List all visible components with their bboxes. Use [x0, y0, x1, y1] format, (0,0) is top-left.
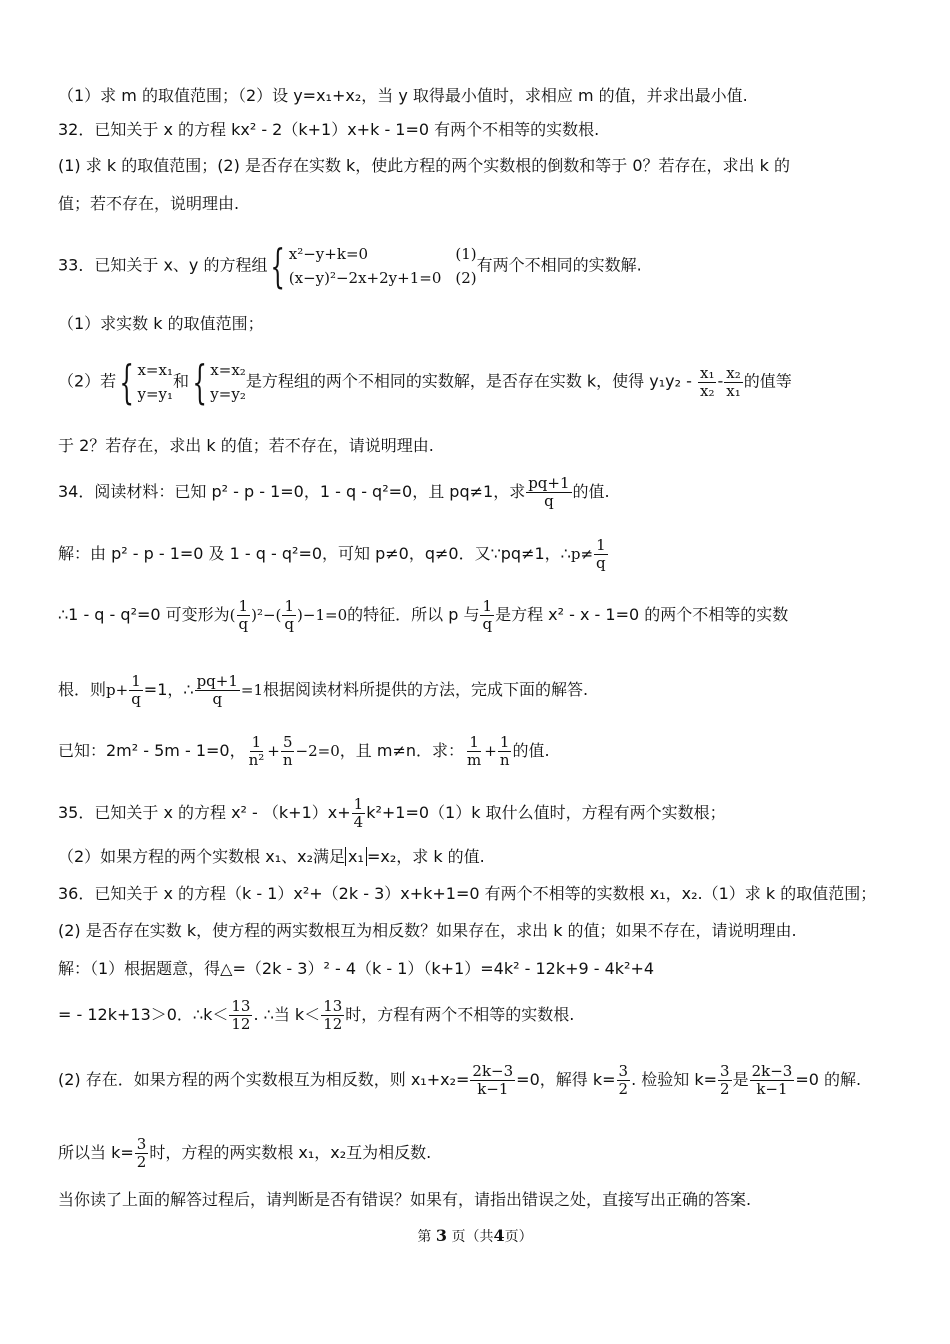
q34-solution-3: 根．则p+ $\frac{1}{q}$ =1，∴ $\frac{pq+1}{q}$ =1根据阅读材料所提供的方法，完成下面的解答. [58, 672, 589, 708]
q36-part2: (2) 是否存在实数 k，使方程的两实数根互为相反数？如果存在，求出 k 的值；如果不存在，请说明理由. [58, 921, 797, 940]
q34-solution-1: 解：由 p² - p - 1=0 及 1 - q - q²=0，可知 p≠0，q≠0．又∵pq≠1，∴p≠ $\frac{1}{q}$ [58, 536, 606, 572]
fraction: $\frac{pq+1}{q}$ [528, 474, 570, 510]
fraction: $\frac{1}{q}$ [284, 597, 295, 633]
absolute-value: x₁ [345, 847, 367, 866]
fraction: $\frac{13}{12}$ [323, 997, 343, 1033]
brace-symbol: { [192, 355, 207, 409]
q31-subquestions: （1）求 m 的取值范围；（2）设 y=x₁+x₂，当 y 取得最小值时，求相应 m 的值，并求出最小值. [58, 86, 748, 105]
fraction: $\frac{1}{\text{n²}}$ [248, 733, 265, 769]
fraction: $\frac{\text{x₂}}{\text{x₁}}$ [726, 363, 741, 400]
brace-symbol: { [119, 355, 135, 409]
q34-task: 已知：2m² - 5m - 1=0， $\frac{1}{\text{n²}}$ + $\frac{5}{n}$ −2=0，且 m≠n．求： $\frac{1}{m}$ + $\frac{1}{n}$ 的值. [58, 733, 550, 769]
page-footer: 第 3 页（共4页） [417, 1226, 533, 1245]
fraction: $\frac{3}{2}$ [618, 1062, 629, 1098]
q35-part2: （2）如果方程的两个实数根 x₁、x₂满足 x₁ =x₂，求 k 的值. [58, 847, 485, 866]
q32-parts: (1) 求 k 的取值范围；(2) 是否存在实数 k，使此方程的两个实数根的倒数和等于 0？若存在，求出 k 的 [58, 156, 790, 175]
fraction: $\frac{1}{m}$ [467, 733, 482, 769]
fraction: $\frac{1}{4}$ [353, 795, 364, 831]
q36-stem: 36．已知关于 x 的方程（k - 1）x²+（2k - 3）x+k+1=0 有两个不相等的实数根 x₁，x₂.（1）求 k 的取值范围； [58, 884, 877, 903]
fraction: $\frac{13}{12}$ [231, 997, 251, 1033]
total-pages: 4 [493, 1226, 505, 1245]
q32-stem: 32．已知关于 x 的方程 kx² - 2（k+1）x+k - 1=0 有两个不相等的实数根. [58, 120, 600, 139]
q32-parts-cont: 值；若不存在，说明理由. [58, 194, 240, 213]
q34-solution-2: ∴1 - q - q²=0 可变形为( $\frac{1}{q}$ )²−( $\frac{1}{q}$ )−1=0的特征．所以 p 与 $\frac{1}{q}$ 是方程 x² - x - 1=0 的两个不相等的实数 [58, 597, 789, 633]
fraction: $\frac{2k-3}{k-1}$ [751, 1062, 793, 1098]
fraction: $\frac{pq+1}{q}$ [196, 672, 238, 708]
q36-solution-3: (2) 存在．如果方程的两个实数根互为相反数，则 x₁+x₂= $\frac{2k-3}{k-1}$ =0，解得 k= $\frac{3}{2}$ . 检验知 k= $\frac{3}{2}$ 是 $\frac{2k-3}{k-1}$ =0 的解. [58, 1062, 862, 1098]
equation-numbers: (1) (2) [455, 245, 477, 287]
q36-solution-4: 所以当 k= $\frac{3}{2}$ 时，方程的两实数根 x₁，x₂互为相反数. [58, 1135, 432, 1171]
fraction: $\frac{1}{q}$ [482, 597, 493, 633]
fraction: $\frac{5}{n}$ [282, 733, 293, 769]
solution-2: x=x₂ y=y₂ [210, 361, 246, 403]
q36-question: 当你读了上面的解答过程后，请判断是否有错误？如果有，请指出错误之处，直接写出正确的答案. [58, 1190, 752, 1209]
q33-part2: （2）若{ x=x₁ y=y₁ 和{ x=x₂ y=y₂ 是方程组的两个不相同的实数解，是否存在实数 k，使得 y₁y₂ - $\frac{\text{x₁}}{\text{x₂}}$ - $\frac{\text{x₂}}{\text{x₁}}$ 的值等 [58, 355, 792, 409]
q35-stem: 35．已知关于 x 的方程 x² - （k+1）x+ $\frac{1}{4}$ k²+1=0（1）k 取什么值时，方程有两个实数根； [58, 795, 726, 831]
q34-stem: 34．阅读材料：已知 p² - p - 1=0，1 - q - q²=0，且 pq≠1，求 $\frac{pq+1}{q}$ 的值. [58, 474, 610, 510]
solution-1: x=x₁ y=y₁ [137, 361, 173, 403]
brace-symbol: { [270, 239, 286, 293]
fraction: $\frac{\text{x₁}}{\text{x₂}}$ [700, 363, 715, 400]
fraction: $\frac{1}{q}$ [596, 536, 606, 572]
fraction: $\frac{3}{2}$ [136, 1135, 147, 1171]
q33-stem: 33．已知关于 x、y 的方程组{ x²−y+k=0 (x−y)²−2x+2y+1=0 (1) (2) 有两个不相同的实数解. [58, 239, 642, 293]
q36-solution-2: = - 12k+13＞0．∴k＜ $\frac{13}{12}$ . ∴当 k＜ $\frac{13}{12}$ 时，方程有两个不相等的实数根. [58, 997, 575, 1033]
q33-part2-cont: 于 2？若存在，求出 k 的值；若不存在，请说明理由. [58, 436, 434, 455]
q36-solution-1: 解：（1）根据题意，得△=（2k - 3）² - 4（k - 1）（k+1）=4k² - 12k+9 - 4k²+4 [58, 959, 655, 978]
fraction: $\frac{2k-3}{k-1}$ [472, 1062, 514, 1098]
q33-part1: （1）求实数 k 的取值范围； [58, 314, 264, 333]
page-number: 3 [435, 1226, 447, 1245]
fraction: $\frac{3}{2}$ [720, 1062, 730, 1098]
fraction: $\frac{1}{n}$ [499, 733, 510, 769]
fraction: $\frac{1}{q}$ [131, 672, 141, 708]
equation-system: x²−y+k=0 (x−y)²−2x+2y+1=0 [288, 245, 442, 287]
fraction: $\frac{1}{q}$ [238, 597, 249, 633]
